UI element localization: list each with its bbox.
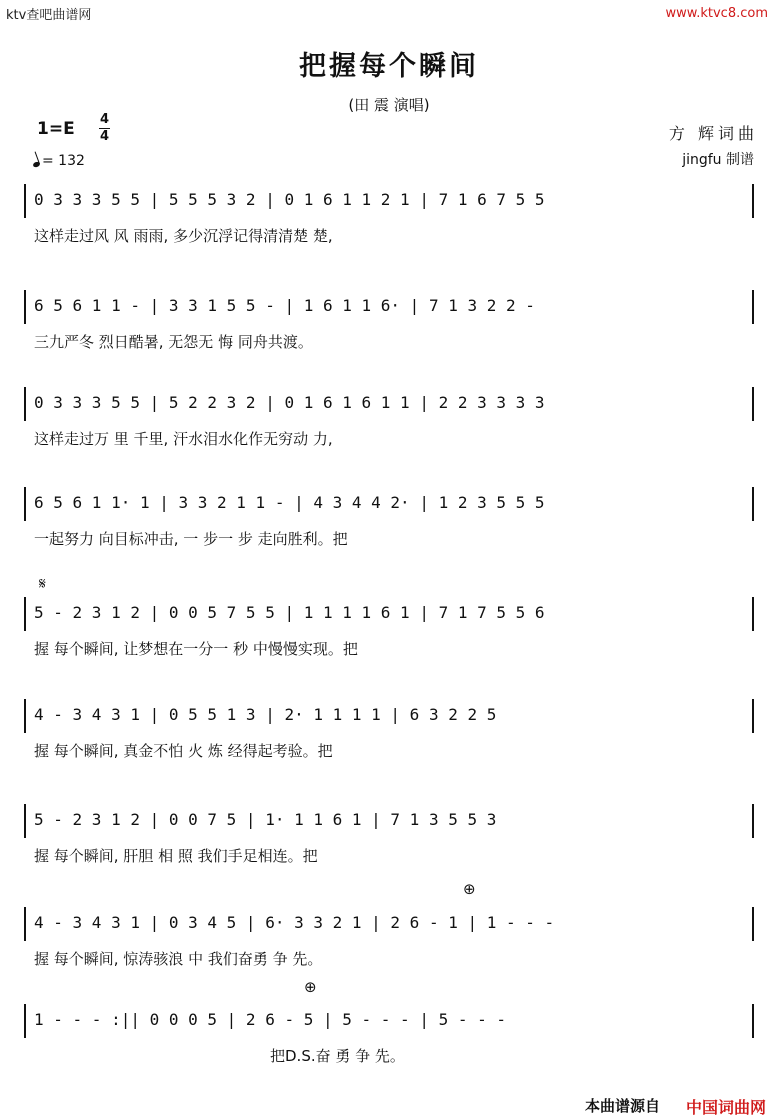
barline	[752, 804, 754, 838]
lyric-line: 把D.S.奋 勇 争 先。	[270, 1047, 405, 1065]
barline	[24, 597, 26, 631]
lyric-line: 这样走过风 风 雨雨, 多少沉浮记得清清楚 楚,	[34, 227, 333, 245]
segno-icon: 𝄋	[39, 574, 46, 593]
composer-credit: 方 辉词曲	[668, 124, 758, 143]
notation-line: 4 - 3 4 3 1 | 0 3 4 5 | 6· 3 3 2 1 | 2 6 - 1 | 1 - - -	[34, 913, 555, 932]
song-title: 把握每个瞬间	[299, 51, 479, 82]
tempo-value: = 132	[42, 153, 85, 169]
notation-line: 6 5 6 1 1 - | 3 3 1 5 5 - | 1 6 1 1 6· | 7 1 3 2 2 -	[34, 296, 535, 315]
lyric-line: 握 每个瞬间, 让梦想在一分一 秒 中慢慢实现。把	[34, 640, 358, 658]
footer-source-site: 中国词曲网	[685, 1098, 766, 1117]
coda-icon: ⊕	[463, 880, 476, 898]
footer-source-label: 本曲谱源自	[584, 1097, 660, 1115]
barline	[752, 907, 754, 941]
lyric-line: 三九严冬 烈日酷暑, 无怨无 悔 同舟共渡。	[34, 333, 313, 351]
tempo-marking	[33, 153, 85, 169]
barline	[752, 387, 754, 421]
time-signature	[99, 113, 110, 144]
barline	[752, 1004, 754, 1038]
lyric-line: 握 每个瞬间, 真金不怕 火 炼 经得起考验。把	[34, 742, 333, 760]
coda-icon: ⊕	[304, 978, 317, 996]
barline	[24, 387, 26, 421]
barline	[24, 699, 26, 733]
meter-bottom: 4	[99, 129, 110, 144]
lyric-line: 握 每个瞬间, 惊涛骇浪 中 我们奋勇 争 先。	[34, 950, 323, 968]
notation-line: 5 - 2 3 1 2 | 0 0 5 7 5 5 | 1 1 1 1 6 1 | 7 1 7 5 5 6	[34, 603, 545, 622]
barline	[752, 184, 754, 218]
barline	[24, 290, 26, 324]
performer-subtitle: (田 震 演唱)	[348, 96, 430, 114]
lyric-line: 一起努力 向目标冲击, 一 步一 步 走向胜利。把	[34, 530, 348, 548]
barline	[752, 487, 754, 521]
notation-line: 0 3 3 3 5 5 | 5 2 2 3 2 | 0 1 6 1 6 1 1 | 2 2 3 3 3 3	[34, 393, 545, 412]
transcriber-credit: jingfu 制谱	[682, 152, 754, 168]
barline	[24, 184, 26, 218]
notation-line: 5 - 2 3 1 2 | 0 0 7 5 | 1· 1 1 6 1 | 7 1 3 5 5 3	[34, 810, 497, 829]
barline	[752, 290, 754, 324]
notation-line: 4 - 3 4 3 1 | 0 5 5 1 3 | 2· 1 1 1 1 | 6 3 2 2 5	[34, 705, 497, 724]
barline	[752, 699, 754, 733]
key-signature: 1=E	[37, 119, 75, 139]
notation-line: 1 - - - :|| 0 0 0 5 | 2 6 - 5 | 5 - - - | 5 - - -	[34, 1010, 507, 1029]
lyric-line: 这样走过万 里 千里, 汗水泪水化作无穷动 力,	[34, 430, 333, 448]
notation-line: 6 5 6 1 1· 1 | 3 3 2 1 1 - | 4 3 4 4 2· | 1 2 3 5 5 5	[34, 493, 545, 512]
site-watermark-right: www.ktvc8.com	[665, 6, 768, 21]
site-watermark-left: ktv查吧曲谱网	[6, 8, 92, 23]
barline	[24, 487, 26, 521]
meter-top: 4	[99, 112, 110, 127]
barline	[24, 1004, 26, 1038]
lyric-line: 握 每个瞬间, 肝胆 相 照 我们手足相连。把	[34, 847, 318, 865]
notation-line: 0 3 3 3 5 5 | 5 5 5 3 2 | 0 1 6 1 1 2 1 | 7 1 6 7 5 5	[34, 190, 545, 209]
barline	[24, 804, 26, 838]
barline	[24, 907, 26, 941]
barline	[752, 597, 754, 631]
quarter-note-icon	[32, 161, 40, 168]
